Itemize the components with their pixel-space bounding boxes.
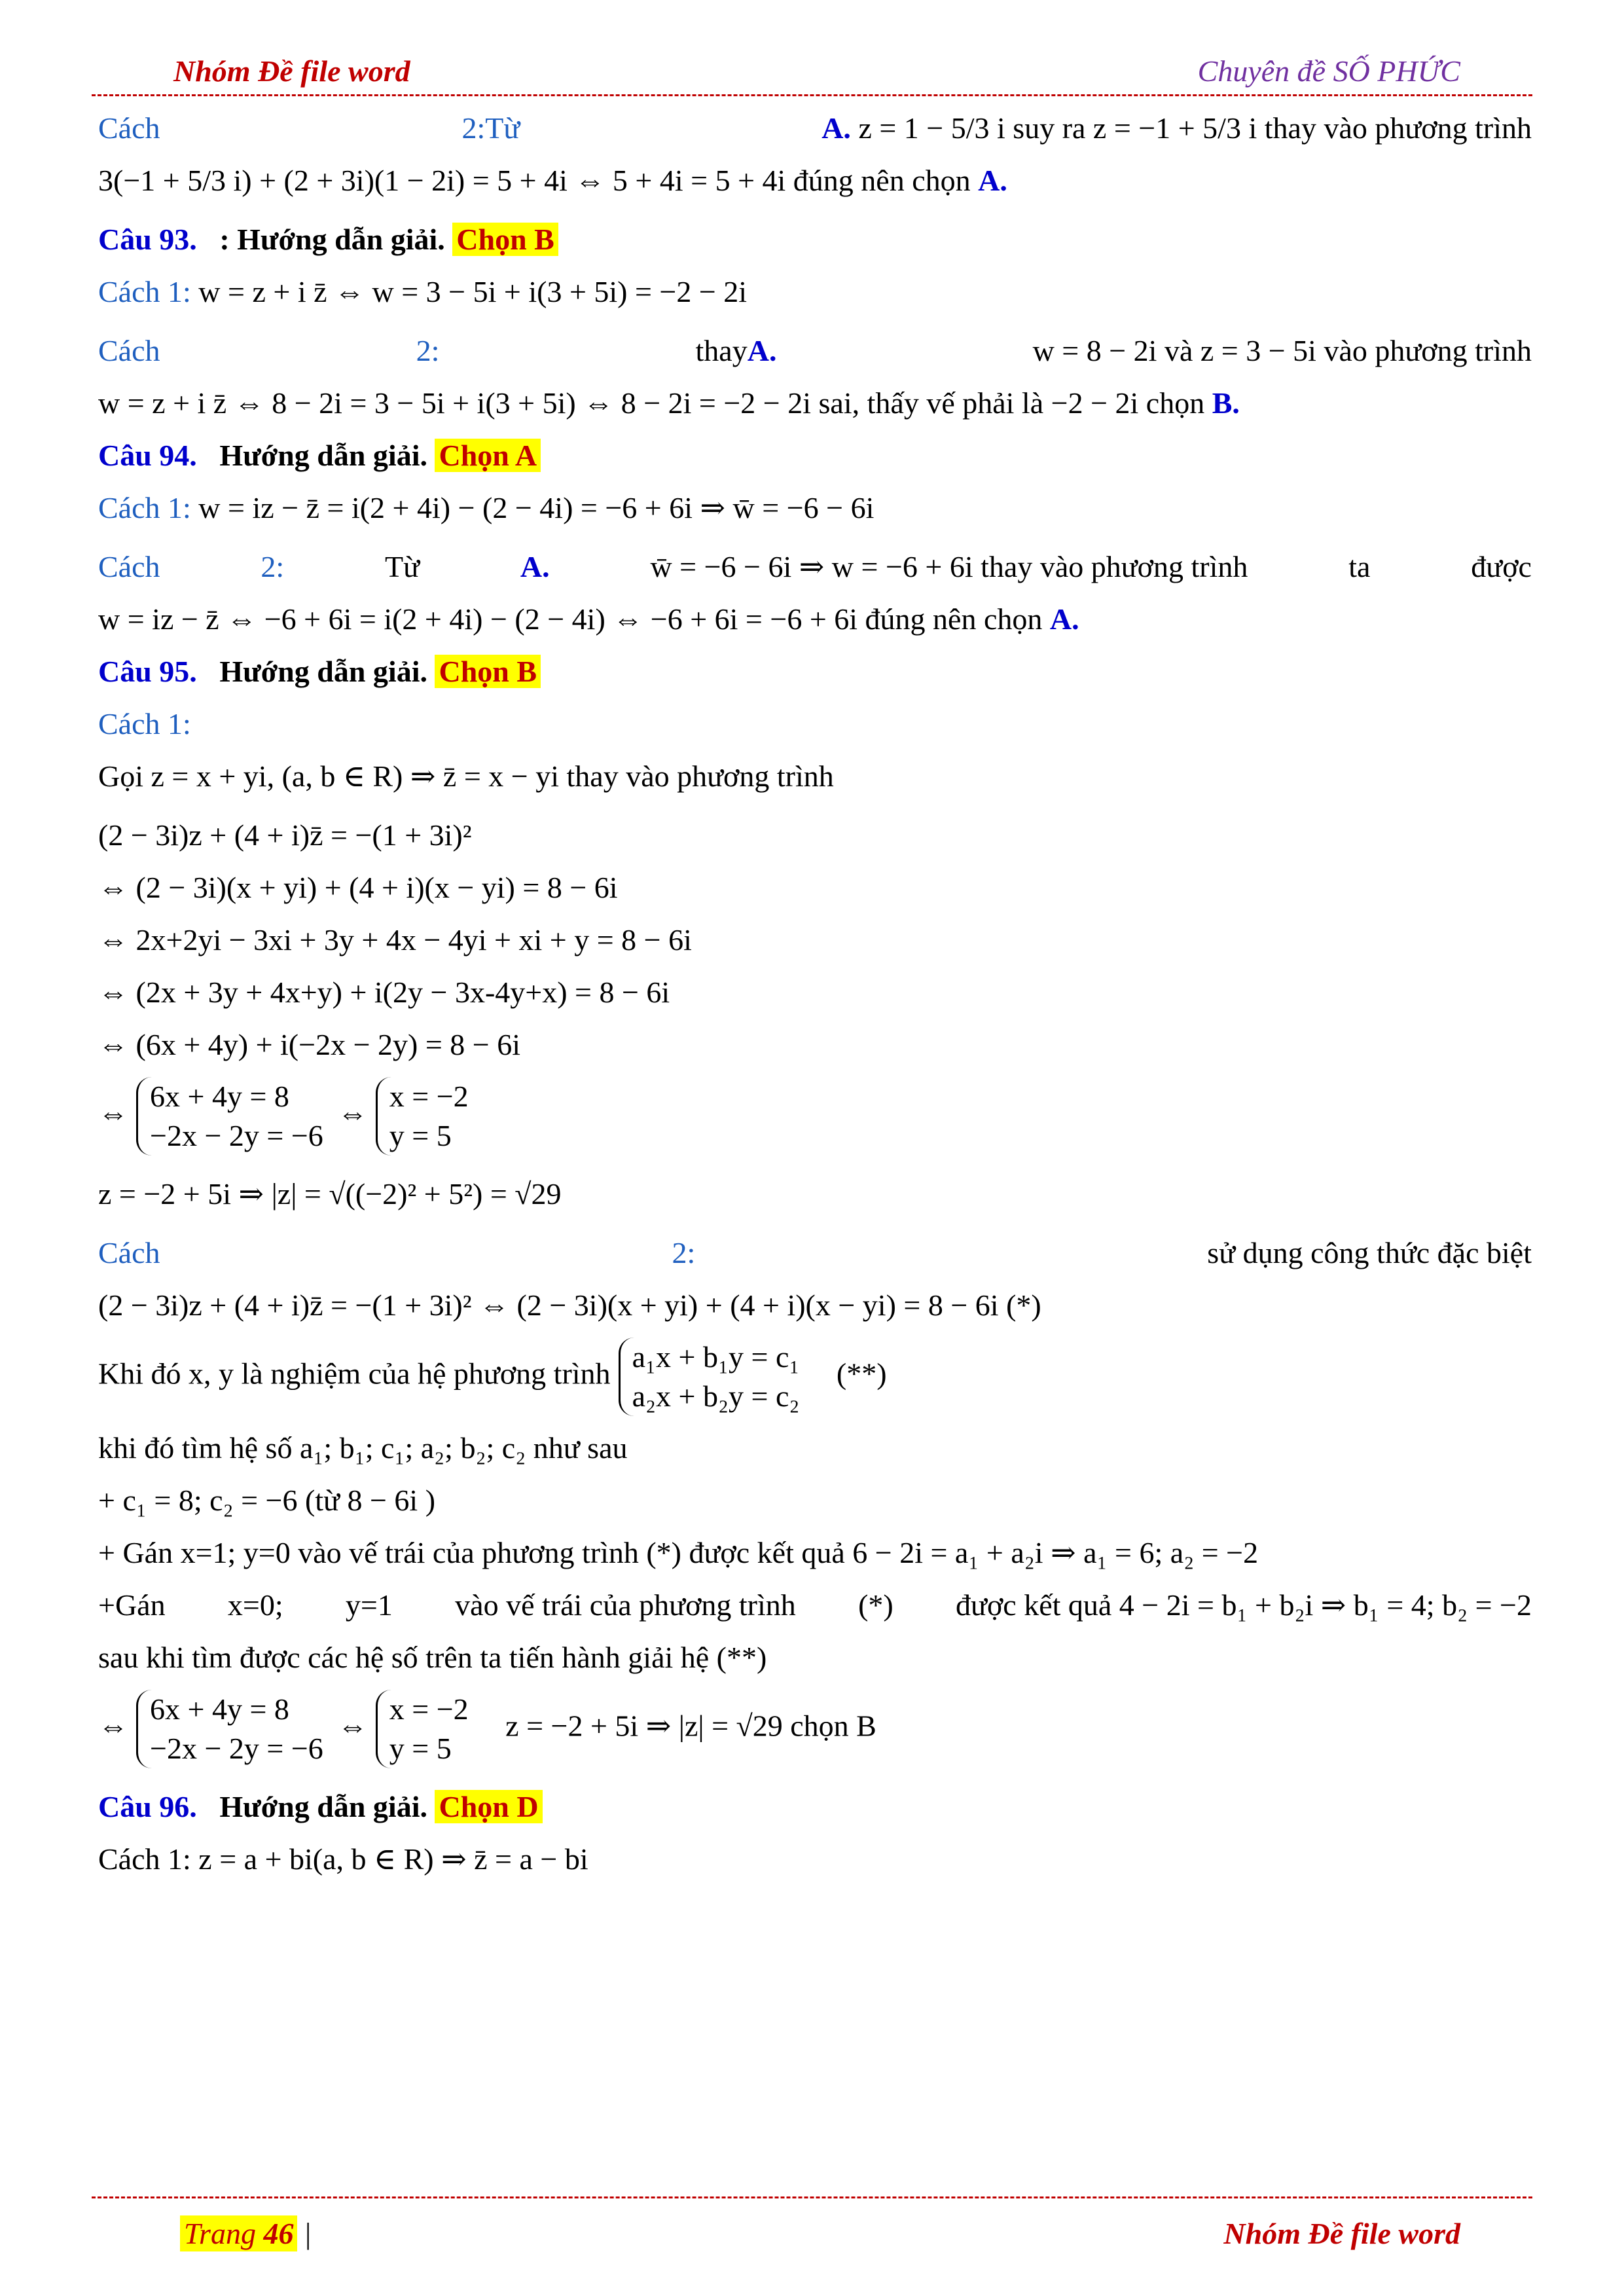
line-4: Cách 2: thayA. w = 8 − 2i và z = 3 − 5i vào phương trình xyxy=(98,334,1532,367)
line-9: Cách 1: xyxy=(98,707,191,740)
line-3: Cách 1: w = z + i z̄ ⇔ w = 3 − 5i + i(3 + 5i) = −2 − 2i xyxy=(98,275,748,308)
system-2: ⇔6x + 4y = 8 −2x − 2y = −6⇔x = −2 y = 5 z = −2 + 5i ⇒ |z| = √29 chọn B xyxy=(98,1690,1532,1768)
line-22: + Gán x=1; y=0 vào vế trái của phương trình (*) được kết quả 6 − 2i = a₁ + a₂i ⇒ a₁ = 6; a₂ = −2 xyxy=(98,1536,1259,1569)
line-8: w = iz − z̄ ⇔ −6 + 6i = i(2 + 4i) − (2 − 4i) ⇔ −6 + 6i = −6 + 6i đúng nên chọn A. xyxy=(98,602,1079,636)
line-12: ⇔ (2 − 3i)(x + yi) + (4 + i)(x − yi) = 8 − 6i xyxy=(98,871,618,904)
line-16: z = −2 + 5i ⇒ |z| = √((−2)² + 5²) = √29 xyxy=(98,1177,562,1211)
page-content xyxy=(98,108,1532,1891)
page-header xyxy=(0,47,1624,100)
footer-divider xyxy=(92,2196,1532,2198)
line-15: ⇔ (6x + 4y) + i(−2x − 2y) = 8 − 6i xyxy=(98,1028,520,1061)
page-footer xyxy=(0,2196,1624,2275)
solution-system: x = −2 y = 5 xyxy=(376,1077,475,1156)
coefficient-system: a₁x + b₁y = c₁ a₂x + b₂y = c₂ xyxy=(619,1338,806,1416)
question-94-heading: Câu 94. Hướng dẫn giải. Chọn A xyxy=(98,435,1532,476)
equation-system: 6x + 4y = 8 −2x − 2y = −6 xyxy=(136,1077,330,1156)
expr: A. z = 1 − 5/3 i suy ra z = −1 + 5/3 i thay vào phương trình xyxy=(821,111,1532,145)
cach-label: Cách xyxy=(98,111,160,145)
header-right-title: Chuyên đề SỐ PHỨC xyxy=(1197,54,1460,88)
page-number: Trang 46 | xyxy=(180,2216,311,2251)
solution-system: x = −2 y = 5 xyxy=(376,1690,475,1768)
equation-system: 6x + 4y = 8 −2x − 2y = −6 xyxy=(136,1690,330,1768)
header-left-title: Nhóm Đề file word xyxy=(173,54,410,88)
line-25: Cách 1: z = a + bi(a, b ∈ R) ⇒ z̄ = a − bi xyxy=(98,1842,588,1876)
line-6: Cách 1: w = iz − z̄ = i(2 + 4i) − (2 − 4i) = −6 + 6i ⇒ w̄ = −6 − 6i xyxy=(98,491,875,524)
line-2: 3(−1 + 5/3 i) + (2 + 3i)(1 − 2i) = 5 + 4i ⇔ 5 + 4i = 5 + 4i đúng nên chọn A. xyxy=(98,164,1007,197)
line-18: (2 − 3i)z + (4 + i)z̄ = −(1 + 3i)² ⇔ (2 − 3i)(x + yi) + (4 + i)(x − yi) = 8 − 6i (*) xyxy=(98,1288,1041,1322)
line-21: + c₁ = 8; c₂ = −6 (từ 8 − 6i ) xyxy=(98,1484,436,1517)
line-23: +Gán x=0; y=1 vào vế trái của phương trình (*) được kết quả 4 − 2i = b₁ + b₂i ⇒ b₁ = 4; b₂ = −2 xyxy=(98,1588,1532,1622)
system-1: ⇔6x + 4y = 8 −2x − 2y = −6⇔x = −2 y = 5 xyxy=(98,1077,1532,1156)
line-1 xyxy=(98,108,1532,149)
header-divider xyxy=(92,94,1532,96)
line-11: (2 − 3i)z + (4 + i)z̄ = −(1 + 3i)² xyxy=(98,818,472,852)
line-20: khi đó tìm hệ số a₁; b₁; c₁; a₂; b₂; c₂ như sau xyxy=(98,1431,628,1465)
line-10: Gọi z = x + yi, (a, b ∈ R) ⇒ z̄ = x − yi thay vào phương trình xyxy=(98,759,834,793)
line-14: ⇔ (2x + 3y + 4x+y) + i(2y − 3x-4y+x) = 8 − 6i xyxy=(98,975,670,1009)
line-17: Cách 2: sử dụng công thức đặc biệt xyxy=(98,1236,1532,1269)
line-19: Khi đó x, y là nghiệm của hệ phương trìnha₁x + b₁y = c₁ a₂x + b₂y = c₂ (**) xyxy=(98,1338,1532,1416)
footer-right-title: Nhóm Đề file word xyxy=(1223,2217,1460,2250)
line-5: w = z + i z̄ ⇔ 8 − 2i = 3 − 5i + i(3 + 5i) ⇔ 8 − 2i = −2 − 2i sai, thấy vế phải là −2 − 2i chọn B. xyxy=(98,386,1240,420)
question-93-heading: Câu 93. : Hướng dẫn giải. Chọn B xyxy=(98,219,1532,260)
question-96-heading: Câu 96. Hướng dẫn giải. Chọn D xyxy=(98,1787,1532,1827)
cach-number: 2:Từ xyxy=(461,111,520,145)
line-24: sau khi tìm được các hệ số trên ta tiến hành giải hệ (**) xyxy=(98,1641,767,1674)
question-95-heading: Câu 95. Hướng dẫn giải. Chọn B xyxy=(98,651,1532,692)
line-7: Cách 2: Từ A. w̄ = −6 − 6i ⇒ w = −6 + 6i thay vào phương trình ta được xyxy=(98,550,1532,583)
line-13: ⇔ 2x+2yi − 3xi + 3y + 4x − 4yi + xi + y = 8 − 6i xyxy=(98,923,692,957)
